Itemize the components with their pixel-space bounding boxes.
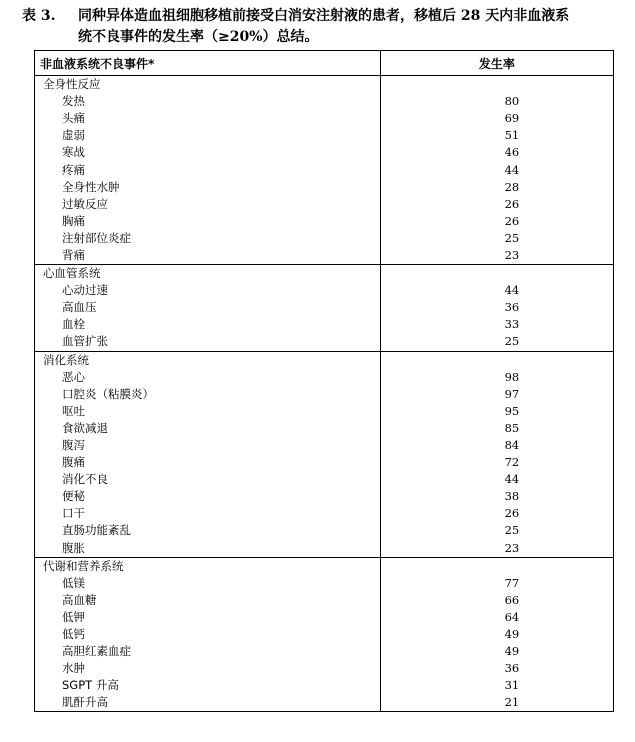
incidence-value: 49 bbox=[380, 626, 613, 643]
table-row bbox=[35, 471, 614, 488]
table-row bbox=[35, 196, 614, 213]
caption-line-2: 统不良事件的发生率（≥20%）总结。 bbox=[78, 29, 319, 45]
event-name: 虚弱 bbox=[35, 127, 381, 144]
event-name: 腹泻 bbox=[35, 437, 381, 454]
category-value-empty bbox=[380, 76, 613, 94]
incidence-value: 36 bbox=[380, 299, 613, 316]
incidence-value: 25 bbox=[380, 230, 613, 247]
category-value-empty bbox=[380, 557, 613, 575]
incidence-value: 26 bbox=[380, 196, 613, 213]
category-row bbox=[35, 351, 614, 369]
table-row bbox=[35, 144, 614, 161]
table-row bbox=[35, 333, 614, 351]
category-row bbox=[35, 557, 614, 575]
event-name: 口腔炎（粘膜炎） bbox=[35, 386, 381, 403]
caption-line-1: 同种异体造血祖细胞移植前接受白消安注射液的患者，移植后 28 天内非血液系 bbox=[78, 8, 570, 24]
incidence-value: 46 bbox=[380, 144, 613, 161]
incidence-value: 64 bbox=[380, 609, 613, 626]
event-name: 高血压 bbox=[35, 299, 381, 316]
table-row bbox=[35, 694, 614, 712]
event-name: 水肿 bbox=[35, 660, 381, 677]
incidence-value: 77 bbox=[380, 575, 613, 592]
event-name: 血管扩张 bbox=[35, 333, 381, 351]
table-row bbox=[35, 522, 614, 539]
event-name: 寒战 bbox=[35, 144, 381, 161]
incidence-value: 25 bbox=[380, 522, 613, 539]
incidence-value: 69 bbox=[380, 110, 613, 127]
table-row bbox=[35, 403, 614, 420]
table-row bbox=[35, 230, 614, 247]
event-name: SGPT 升高 bbox=[35, 677, 381, 694]
table-row bbox=[35, 420, 614, 437]
event-name: 低钾 bbox=[35, 609, 381, 626]
table-row bbox=[35, 386, 614, 403]
category-value-empty bbox=[380, 265, 613, 283]
table-row bbox=[35, 213, 614, 230]
event-name: 直肠功能紊乱 bbox=[35, 522, 381, 539]
incidence-value: 38 bbox=[380, 488, 613, 505]
event-name: 高胆红素血症 bbox=[35, 643, 381, 660]
incidence-value: 44 bbox=[380, 471, 613, 488]
incidence-value: 85 bbox=[380, 420, 613, 437]
incidence-value: 97 bbox=[380, 386, 613, 403]
table-row bbox=[35, 369, 614, 386]
incidence-value: 51 bbox=[380, 127, 613, 144]
event-name: 胸痛 bbox=[35, 213, 381, 230]
table-row bbox=[35, 437, 614, 454]
table-row bbox=[35, 316, 614, 333]
incidence-value: 95 bbox=[380, 403, 613, 420]
event-name: 头痛 bbox=[35, 110, 381, 127]
table-row bbox=[35, 93, 614, 110]
event-name: 低钙 bbox=[35, 626, 381, 643]
table-row bbox=[35, 127, 614, 144]
table-row bbox=[35, 660, 614, 677]
table-row bbox=[35, 282, 614, 299]
event-name: 疼痛 bbox=[35, 161, 381, 178]
category-row bbox=[35, 265, 614, 283]
event-name: 血栓 bbox=[35, 316, 381, 333]
incidence-value: 26 bbox=[380, 213, 613, 230]
event-name: 全身性水肿 bbox=[35, 179, 381, 196]
table-row bbox=[35, 592, 614, 609]
header-event: 非血液系统不良事件* bbox=[35, 51, 381, 76]
incidence-value: 66 bbox=[380, 592, 613, 609]
table-row bbox=[35, 643, 614, 660]
incidence-value: 21 bbox=[380, 694, 613, 712]
event-name: 食欲减退 bbox=[35, 420, 381, 437]
event-name: 腹痛 bbox=[35, 454, 381, 471]
event-name: 腹胀 bbox=[35, 540, 381, 558]
table-body bbox=[35, 76, 614, 712]
event-name: 低镁 bbox=[35, 575, 381, 592]
incidence-value: 26 bbox=[380, 505, 613, 522]
event-name: 过敏反应 bbox=[35, 196, 381, 213]
category-value-empty bbox=[380, 351, 613, 369]
incidence-value: 98 bbox=[380, 369, 613, 386]
incidence-value: 28 bbox=[380, 179, 613, 196]
incidence-value: 23 bbox=[380, 540, 613, 558]
event-name: 肌酐升高 bbox=[35, 694, 381, 712]
incidence-value: 33 bbox=[380, 316, 613, 333]
table-row bbox=[35, 299, 614, 316]
category-label: 消化系统 bbox=[35, 351, 381, 369]
category-label: 全身性反应 bbox=[35, 76, 381, 94]
incidence-value: 72 bbox=[380, 454, 613, 471]
event-name: 背痛 bbox=[35, 247, 381, 265]
incidence-value: 36 bbox=[380, 660, 613, 677]
incidence-value: 23 bbox=[380, 247, 613, 265]
category-label: 代谢和营养系统 bbox=[35, 557, 381, 575]
event-name: 高血糖 bbox=[35, 592, 381, 609]
incidence-value: 44 bbox=[380, 161, 613, 178]
header-row bbox=[35, 51, 614, 76]
header-incidence: 发生率 bbox=[380, 51, 613, 76]
event-name: 发热 bbox=[35, 93, 381, 110]
event-name: 便秘 bbox=[35, 488, 381, 505]
table-row bbox=[35, 677, 614, 694]
incidence-value: 80 bbox=[380, 93, 613, 110]
table-row bbox=[35, 540, 614, 558]
table-row bbox=[35, 626, 614, 643]
incidence-value: 25 bbox=[380, 333, 613, 351]
table-row bbox=[35, 575, 614, 592]
table-row bbox=[35, 609, 614, 626]
event-name: 心动过速 bbox=[35, 282, 381, 299]
event-name: 消化不良 bbox=[35, 471, 381, 488]
category-row bbox=[35, 76, 614, 94]
incidence-value: 49 bbox=[380, 643, 613, 660]
incidence-value: 31 bbox=[380, 677, 613, 694]
table-row bbox=[35, 505, 614, 522]
table-row bbox=[35, 488, 614, 505]
incidence-value: 84 bbox=[380, 437, 613, 454]
category-label: 心血管系统 bbox=[35, 265, 381, 283]
incidence-value: 44 bbox=[380, 282, 613, 299]
table-row bbox=[35, 247, 614, 265]
table-row bbox=[35, 110, 614, 127]
event-name: 呕吐 bbox=[35, 403, 381, 420]
adverse-events-table bbox=[34, 50, 614, 712]
table-row bbox=[35, 454, 614, 471]
table-row bbox=[35, 161, 614, 178]
event-name: 注射部位炎症 bbox=[35, 230, 381, 247]
event-name: 口干 bbox=[35, 505, 381, 522]
event-name: 恶心 bbox=[35, 369, 381, 386]
table-row bbox=[35, 179, 614, 196]
table-label: 表 3. bbox=[22, 8, 56, 24]
